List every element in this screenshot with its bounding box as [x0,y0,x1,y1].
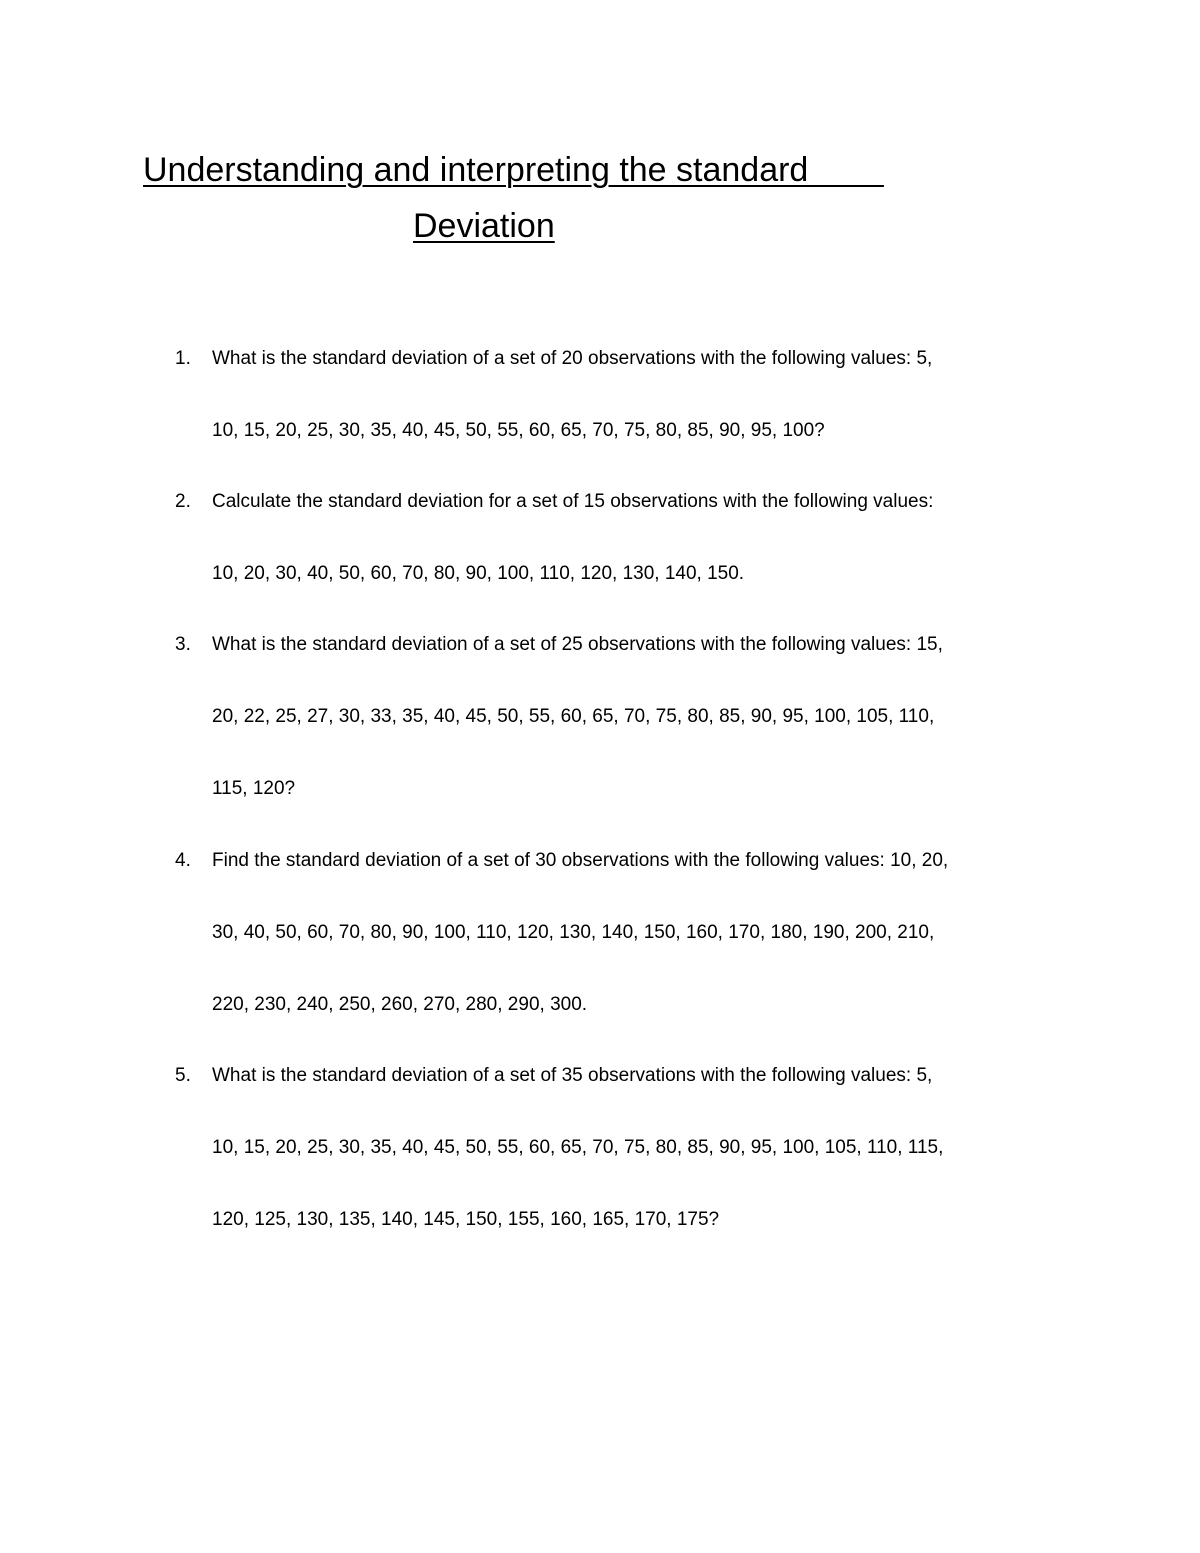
document-title-line-1: Understanding and interpreting the standard [143,151,884,189]
question-number: 4. [175,850,191,871]
question-text-line: 10, 15, 20, 25, 30, 35, 40, 45, 50, 55, 60, 65, 70, 75, 80, 85, 90, 95, 100, 105, 110, 115, [212,1137,944,1158]
question-text-line: 120, 125, 130, 135, 140, 145, 150, 155, 160, 165, 170, 175? [212,1209,720,1230]
question-text-line: What is the standard deviation of a set of 20 observations with the following values: 5, [212,348,933,369]
question-number: 3. [175,634,191,655]
question-text-line: 10, 15, 20, 25, 30, 35, 40, 45, 50, 55, 60, 65, 70, 75, 80, 85, 90, 95, 100? [212,420,825,441]
question-text-line: Find the standard deviation of a set of 30 observations with the following values: 10, 20, [212,850,949,871]
question-text-line: What is the standard deviation of a set of 35 observations with the following values: 5, [212,1065,933,1086]
question-text-line: 220, 230, 240, 250, 260, 270, 280, 290, 300. [212,994,588,1015]
question-text-line: Calculate the standard deviation for a set of 15 observations with the following values: [212,491,934,512]
question-text-line: 20, 22, 25, 27, 30, 33, 35, 40, 45, 50, 55, 60, 65, 70, 75, 80, 85, 90, 95, 100, 105, 110, [212,706,935,727]
question-number: 2. [175,491,191,512]
question-number: 5. [175,1065,191,1086]
question-text-line: 115, 120? [212,778,296,799]
question-text-line: 30, 40, 50, 60, 70, 80, 90, 100, 110, 120, 130, 140, 150, 160, 170, 180, 190, 200, 210, [212,922,935,943]
document-title-line-2: Deviation [413,207,555,245]
question-number: 1. [175,348,191,369]
question-text-line: What is the standard deviation of a set of 25 observations with the following values: 15, [212,634,943,655]
question-text-line: 10, 20, 30, 40, 50, 60, 70, 80, 90, 100, 110, 120, 130, 140, 150. [212,563,745,584]
